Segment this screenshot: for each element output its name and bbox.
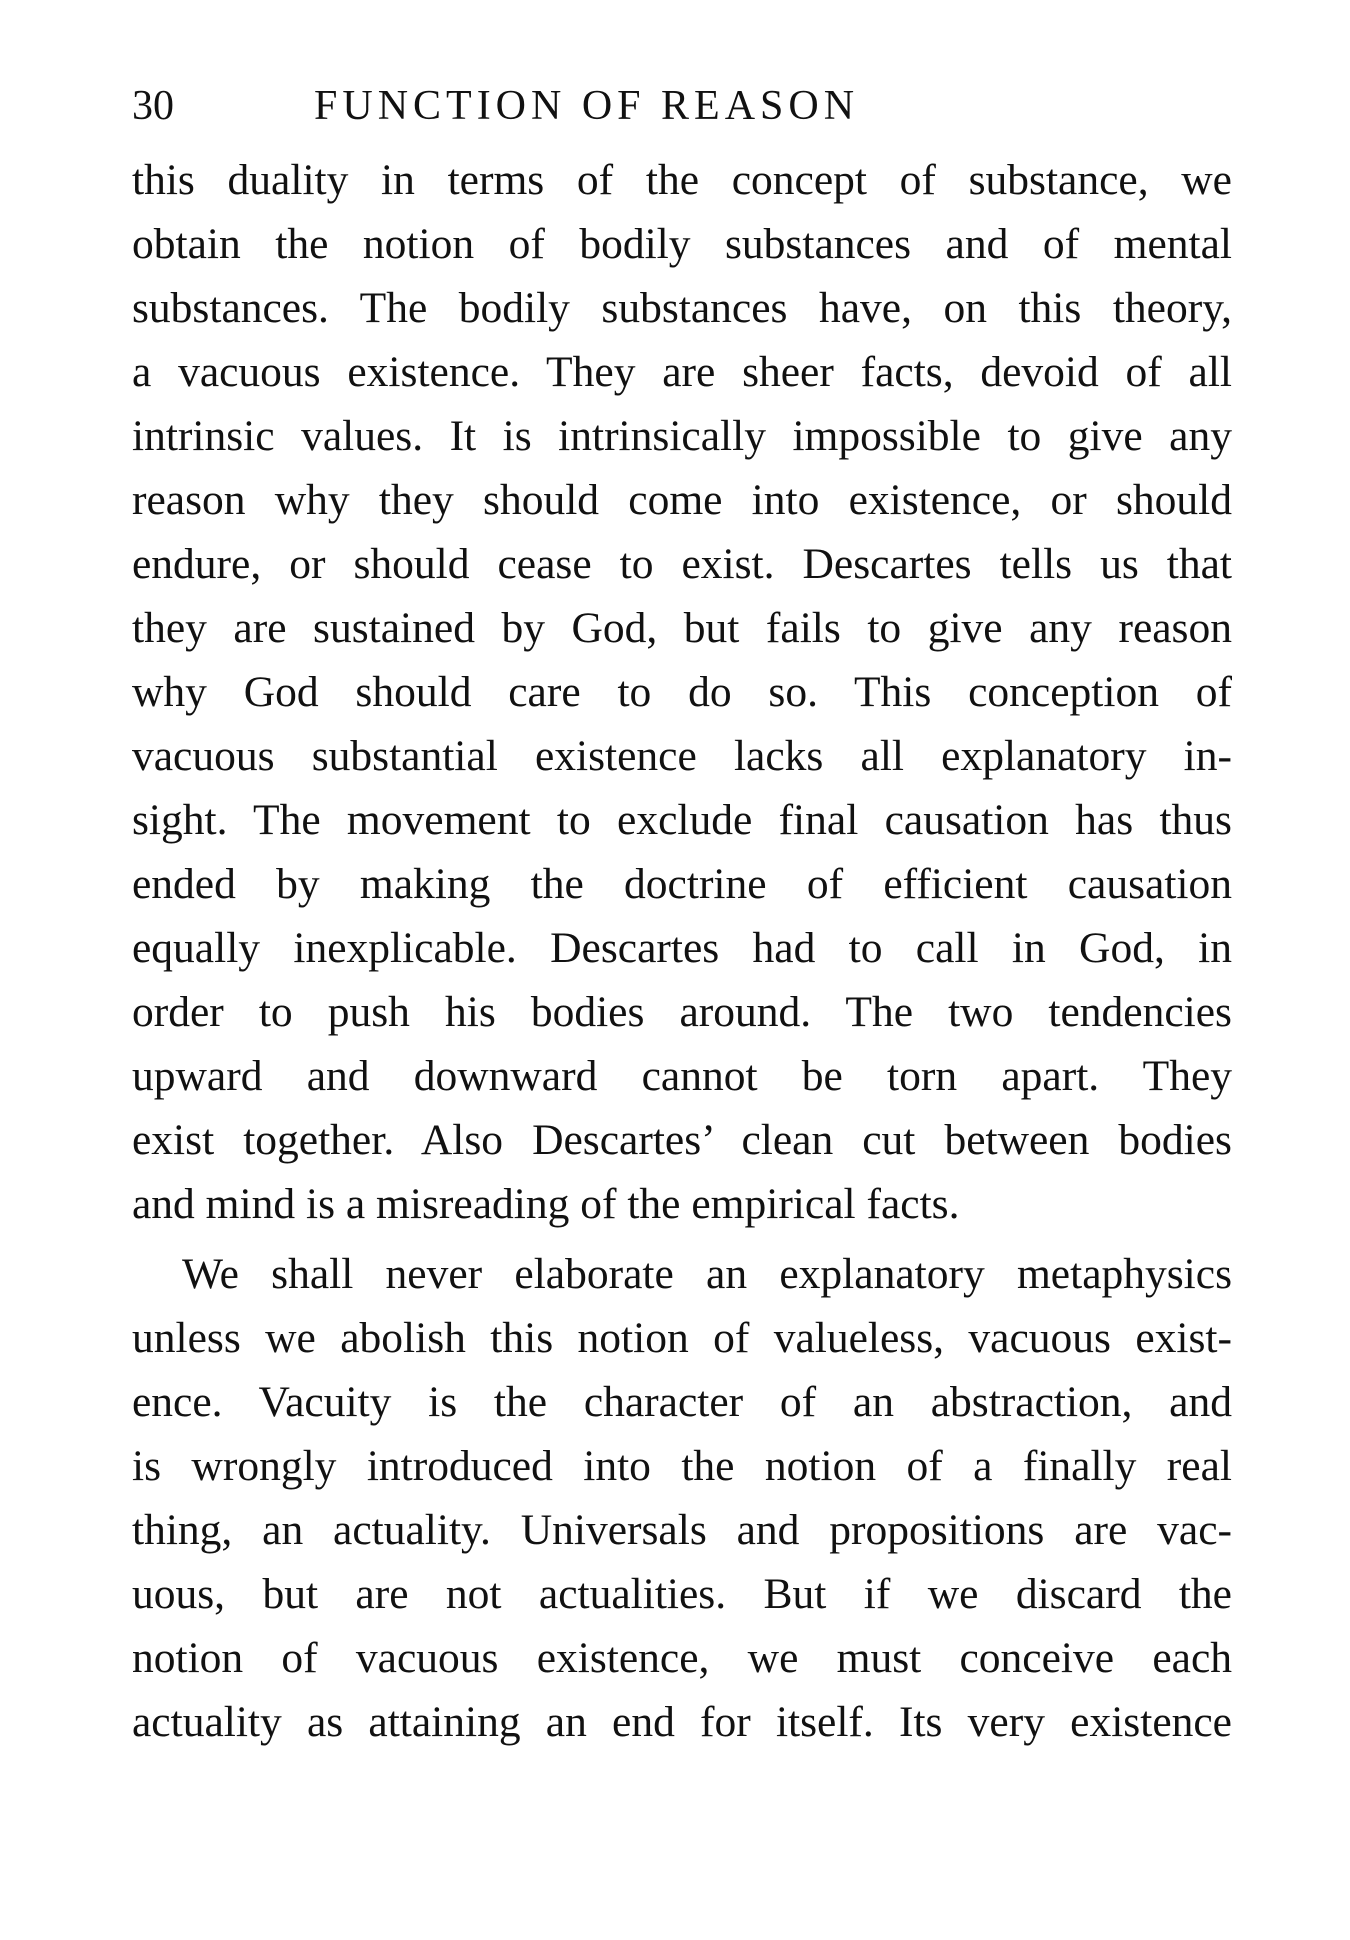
page-number: 30 — [132, 83, 174, 129]
body-text — [132, 148, 1232, 1754]
text-line: obtain the notion of bodily substances and of mental — [132, 220, 1232, 268]
text-line: this duality in terms of the concept of substance, we — [132, 156, 1232, 204]
text-line: upward and downward cannot be torn apart. They — [132, 1052, 1232, 1100]
text-line: is wrongly introduced into the notion of a finally real — [132, 1442, 1232, 1490]
text-line: a vacuous existence. They are sheer facts, devoid of all — [132, 348, 1232, 396]
text-line: We shall never elaborate an explanatory metaphysics — [182, 1250, 1232, 1298]
text-line: they are sustained by God, but fails to give any reason — [132, 604, 1232, 652]
text-line: notion of vacuous existence, we must conceive each — [132, 1634, 1232, 1682]
text-line: reason why they should come into existence, or should — [132, 476, 1232, 524]
text-line: ence. Vacuity is the character of an abstraction, and — [132, 1378, 1232, 1426]
text-line: uous, but are not actualities. But if we discard the — [132, 1570, 1232, 1618]
text-line: and mind is a misreading of the empirical facts. — [132, 1180, 960, 1228]
text-line: intrinsic values. It is intrinsically impossible to give any — [132, 412, 1232, 460]
text-line: sight. The movement to exclude final causation has thus — [132, 796, 1232, 844]
text-line: equally inexplicable. Descartes had to call in God, in — [132, 924, 1232, 972]
text-line: why God should care to do so. This conception of — [132, 668, 1232, 716]
text-line: endure, or should cease to exist. Descartes tells us that — [132, 540, 1232, 588]
text-line: order to push his bodies around. The two tendencies — [132, 988, 1232, 1036]
text-line: substances. The bodily substances have, on this theory, — [132, 284, 1232, 332]
text-line: unless we abolish this notion of valueless, vacuous exist- — [132, 1314, 1232, 1362]
paragraph-2 — [132, 1242, 1232, 1754]
text-line: vacuous substantial existence lacks all explanatory in- — [132, 732, 1232, 780]
running-head — [132, 82, 1232, 148]
book-page — [132, 82, 1232, 1754]
running-title: FUNCTION OF REASON — [314, 83, 860, 129]
text-line: ended by making the doctrine of efficient causation — [132, 860, 1232, 908]
paragraph-1 — [132, 148, 1232, 1236]
text-line: exist together. Also Descartes’ clean cut between bodies — [132, 1116, 1232, 1164]
text-line: actuality as attaining an end for itself. Its very existence — [132, 1698, 1232, 1746]
text-line: thing, an actuality. Universals and propositions are vac- — [132, 1506, 1232, 1554]
